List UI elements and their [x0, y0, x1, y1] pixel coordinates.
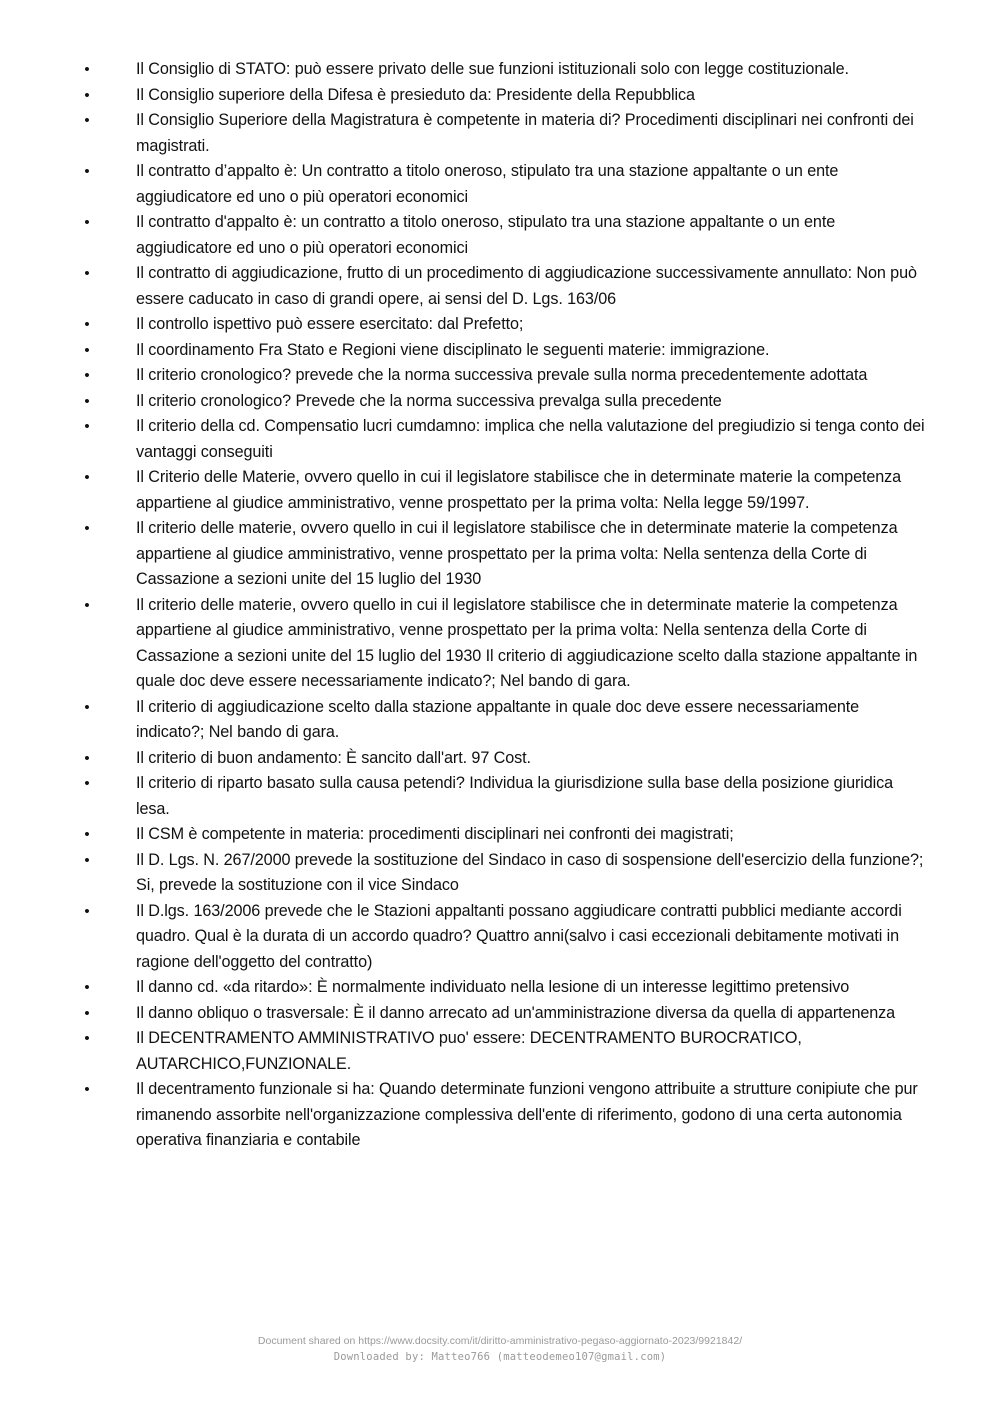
- bullet-icon: •: [84, 265, 90, 282]
- footer-downloaded-by: Downloaded by: Matteo766 (matteodemeo107@gmail.com): [333, 1351, 667, 1363]
- bullet-icon: •: [84, 316, 90, 333]
- list-item-text: Il danno cd. «da ritardo»: È normalmente individuato nella lesione di un interesse legittimo pretensivo: [136, 978, 850, 996]
- bullet-icon: •: [84, 86, 90, 104]
- list-item: [80, 261, 930, 312]
- bullet-icon: •: [84, 341, 90, 359]
- bullet-icon: •: [84, 392, 90, 410]
- list-item-text: Il criterio delle materie, ovvero quello in cui il legislatore stabilisce che in determinate materie la competenza appartiene al giudice amministrativo, venne prospettato per la prima volta: Nella sentenza della Corte di Cassazione a sezioni unite del 15 luglio del 1930: [136, 519, 898, 588]
- list-item-text: Il criterio di aggiudicazione scelto dalla stazione appaltante in quale doc deve essere necessariamente indicato?; Nel bando di gara.: [136, 697, 860, 741]
- list-item-text: Il criterio delle materie, ovvero quello in cui il legislatore stabilisce che in determinate materie la competenza appartiene al giudice amministrativo, venne prospettato per la prima volta: Nella sentenza della Corte di Cassazione a sezioni unite del 15 luglio del 1930 Il criterio di aggiudicazione scelto dalla stazione appaltante in quale doc deve essere necessariamente indicato?; Nel bando di gara.: [136, 595, 918, 690]
- list-item-text: Il Consiglio di STATO: può essere privato delle sue funzioni istituzionali solo con legge costituzionale.: [136, 60, 849, 78]
- list-item-text: Il coordinamento Fra Stato e Regioni viene disciplinato le seguenti materie: immigrazione.: [136, 340, 770, 359]
- list-item-text: Il contratto di aggiudicazione, frutto di un procedimento di aggiudicazione successivamente annullato: Non può essere caducato in caso di grandi opere, ai sensi del D. Lgs. 163/06: [136, 264, 917, 308]
- list-item: [80, 899, 930, 976]
- list-item-text: Il criterio cronologico? prevede che la norma successiva prevale sulla norma precedentemente adottata: [136, 366, 868, 384]
- list-item-text: Il D.lgs. 163/2006 prevede che le Stazioni appaltanti possano aggiudicare contratti pubblici mediante accordi quadro. Qual è la durata di un accordo quadro? Quattro anni(salvo i casi eccezionali debitamente motivati in ragione dell'oggetto del contratto): [136, 901, 902, 971]
- list-item: [80, 1077, 930, 1154]
- bullet-icon: •: [84, 826, 90, 843]
- bullet-icon: •: [84, 979, 90, 996]
- list-item: [80, 389, 930, 415]
- bullet-icon: •: [84, 418, 90, 435]
- list-item-text: Il DECENTRAMENTO AMMINISTRATIVO puo' essere: DECENTRAMENTO BUROCRATICO, AUTARCHICO,FUNZIONALE.: [136, 1029, 802, 1073]
- list-item-text: Il danno obliquo o trasversale: È il danno arrecato ad un'amministrazione diversa da quella di appartenenza: [136, 1003, 896, 1022]
- list-item-text: Il controllo ispettivo può essere esercitato: dal Prefetto;: [136, 315, 524, 333]
- list-item-text: Il contratto d'appalto è: un contratto a titolo oneroso, stipulato tra una stazione appaltante o un ente aggiudicatore ed uno o più operatori economici: [136, 213, 836, 257]
- list-item-text: Il criterio di buon andamento: È sancito dall'art. 97 Cost.: [136, 748, 531, 767]
- list-item: [80, 1026, 930, 1077]
- bullet-icon: •: [84, 214, 90, 231]
- list-item: [80, 746, 930, 772]
- bullet-icon: •: [84, 1004, 90, 1022]
- list-item: [80, 593, 930, 695]
- list-item-text: Il decentramento funzionale si ha: Quando determinate funzioni vengono attribuite a strutture conipiute che pur rimanendo assorbite nell'organizzazione complessiva dell'ente di riferimento, godono di una certa autonomia operativa finanziaria e contabile: [136, 1080, 918, 1149]
- bullet-list: [80, 57, 930, 1154]
- bullet-icon: •: [84, 596, 90, 614]
- list-item: [80, 771, 930, 822]
- bullet-icon: •: [84, 112, 90, 129]
- bullet-icon: •: [84, 1081, 90, 1098]
- list-item-text: Il criterio cronologico? Prevede che la norma successiva prevalga sulla precedente: [136, 391, 722, 410]
- list-item-text: Il criterio di riparto basato sulla causa petendi? Individua la giurisdizione sulla base della posizione giuridica lesa.: [136, 774, 894, 818]
- bullet-icon: •: [84, 61, 90, 78]
- list-item: [80, 210, 930, 261]
- list-item-text: Il Consiglio Superiore della Magistratura è competente in materia di? Procedimenti disciplinari nei confronti dei magistrati.: [136, 111, 914, 155]
- bullet-icon: •: [84, 469, 90, 486]
- bullet-icon: •: [84, 851, 90, 869]
- list-item: [80, 695, 930, 746]
- list-item: [80, 83, 930, 109]
- list-item: [80, 363, 930, 389]
- bullet-icon: •: [84, 775, 90, 792]
- list-item: [80, 338, 930, 364]
- bullet-icon: •: [84, 520, 90, 537]
- bullet-icon: •: [84, 902, 90, 920]
- list-item: [80, 465, 930, 516]
- bullet-icon: •: [84, 163, 90, 180]
- list-item-text: Il Criterio delle Materie, ovvero quello in cui il legislatore stabilisce che in determinate materie la competenza appartiene al giudice amministrativo, venne prospettato per la prima volta: Nella legge 59/1997.: [136, 468, 902, 512]
- list-item: [80, 822, 930, 848]
- list-item: [80, 414, 930, 465]
- list-item: [80, 975, 930, 1001]
- list-item: [80, 848, 930, 899]
- footer-shared-on: Document shared on https://www.docsity.com/it/diritto-amministrativo-pegaso-aggiornato-2023/9921842/: [257, 1335, 743, 1347]
- list-item: [80, 57, 930, 83]
- bullet-icon: •: [84, 749, 90, 767]
- list-item: [80, 108, 930, 159]
- list-item-text: Il CSM è competente in materia: procedimenti disciplinari nei confronti dei magistrati;: [136, 825, 734, 843]
- bullet-icon: •: [84, 367, 90, 384]
- list-item-text: Il criterio della cd. Compensatio lucri cumdamno: implica che nella valutazione del pregiudizio si tenga conto dei vantaggi conseguiti: [136, 417, 925, 461]
- bullet-icon: •: [84, 1030, 90, 1047]
- bullet-icon: •: [84, 698, 90, 716]
- list-item-text: Il contratto d’appalto è: Un contratto a titolo oneroso, stipulato tra una stazione appaltante o un ente aggiudicatore ed uno o più operatori economici: [136, 162, 839, 206]
- list-item: [80, 516, 930, 593]
- list-item: [80, 1001, 930, 1027]
- list-item-text: Il D. Lgs. N. 267/2000 prevede la sostituzione del Sindaco in caso di sospensione dell'esercizio della funzione?; Si, prevede la sostituzione con il vice Sindaco: [136, 850, 924, 894]
- list-item-text: Il Consiglio superiore della Difesa è presieduto da: Presidente della Repubblica: [136, 85, 695, 104]
- list-item: [80, 159, 930, 210]
- list-item: [80, 312, 930, 338]
